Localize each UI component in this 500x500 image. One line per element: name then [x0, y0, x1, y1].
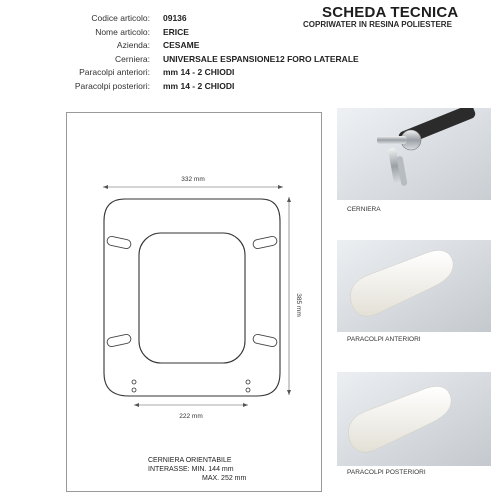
spec-label: Cerniera:: [115, 53, 150, 64]
spec-label: Paracolpi anteriori:: [79, 67, 150, 77]
spec-label: Azienda:: [116, 40, 150, 50]
hinge-icon: [337, 108, 491, 200]
seat-outline: [104, 199, 280, 396]
bumper-slot-icon: [252, 236, 277, 250]
bumper-slot-icon: [106, 236, 131, 250]
hinge-hole-icon: [246, 388, 250, 392]
front-bumper-photo: [337, 240, 491, 332]
arrow-right-icon: [278, 185, 283, 189]
arrow-down-icon: [287, 390, 291, 395]
spec-table: [0, 12, 359, 93]
hinge-hole-icon: [132, 380, 136, 384]
spec-row-code: [0, 12, 300, 26]
spec-value: mm 14 - 2 CHIODI: [163, 80, 235, 91]
spec-row-name: [0, 26, 300, 40]
arrow-left-icon: [103, 185, 108, 189]
hinge-caption: CERNIERA: [347, 206, 381, 213]
seat-opening: [139, 233, 245, 363]
arrow-right-icon: [243, 403, 248, 407]
hinge-note-line-3: MAX. 252 mm: [202, 475, 247, 482]
bumper-slot-icon: [252, 334, 277, 348]
spec-value: mm 14 - 2 CHIODI: [163, 67, 235, 77]
spec-value: ERICE: [163, 26, 189, 37]
spec-row-hinge: [0, 53, 359, 67]
page-subtitle: COPRIWATER IN RESINA POLIESTERE: [303, 20, 452, 29]
spec-value: 09136: [163, 13, 187, 23]
toilet-seat-drawing: [67, 113, 323, 493]
spec-row-front-bumpers: [0, 66, 300, 80]
hinge-photo: [337, 108, 491, 200]
hinge-hole-icon: [246, 380, 250, 384]
spec-value: UNIVERSALE ESPANSIONE12 FORO LATERALE: [163, 53, 359, 64]
front-bumper-caption: PARACOLPI ANTERIORI: [347, 336, 421, 343]
spec-label: Nome articolo:: [95, 26, 150, 37]
hinge-note-line-2: INTERASSE: MIN. 144 mm: [148, 466, 234, 473]
page-title: SCHEDA TECNICA: [322, 4, 459, 21]
hinge-hole-icon: [132, 388, 136, 392]
arrow-left-icon: [134, 403, 139, 407]
drawing-panel: [66, 112, 322, 492]
rear-bumper-caption: PARACOLPI POSTERIORI: [347, 469, 426, 476]
rear-bumper-photo: [337, 372, 491, 466]
arrow-up-icon: [287, 197, 291, 202]
spec-label: Codice articolo:: [91, 13, 150, 23]
bumper-icon: [337, 372, 491, 466]
bumper-slot-icon: [106, 334, 131, 348]
length-label: 385 mm: [295, 293, 302, 317]
bumper-icon: [337, 240, 491, 332]
spec-row-company: [0, 39, 300, 53]
hinge-spacing-label: 222 mm: [179, 413, 203, 420]
spec-label: Paracolpi posteriori:: [74, 80, 150, 91]
spec-value: CESAME: [163, 40, 200, 50]
spec-row-rear-bumpers: [0, 80, 300, 94]
width-label: 332 mm: [181, 176, 205, 183]
hinge-note-line-1: CERNIERA ORIENTABILE: [148, 457, 232, 464]
